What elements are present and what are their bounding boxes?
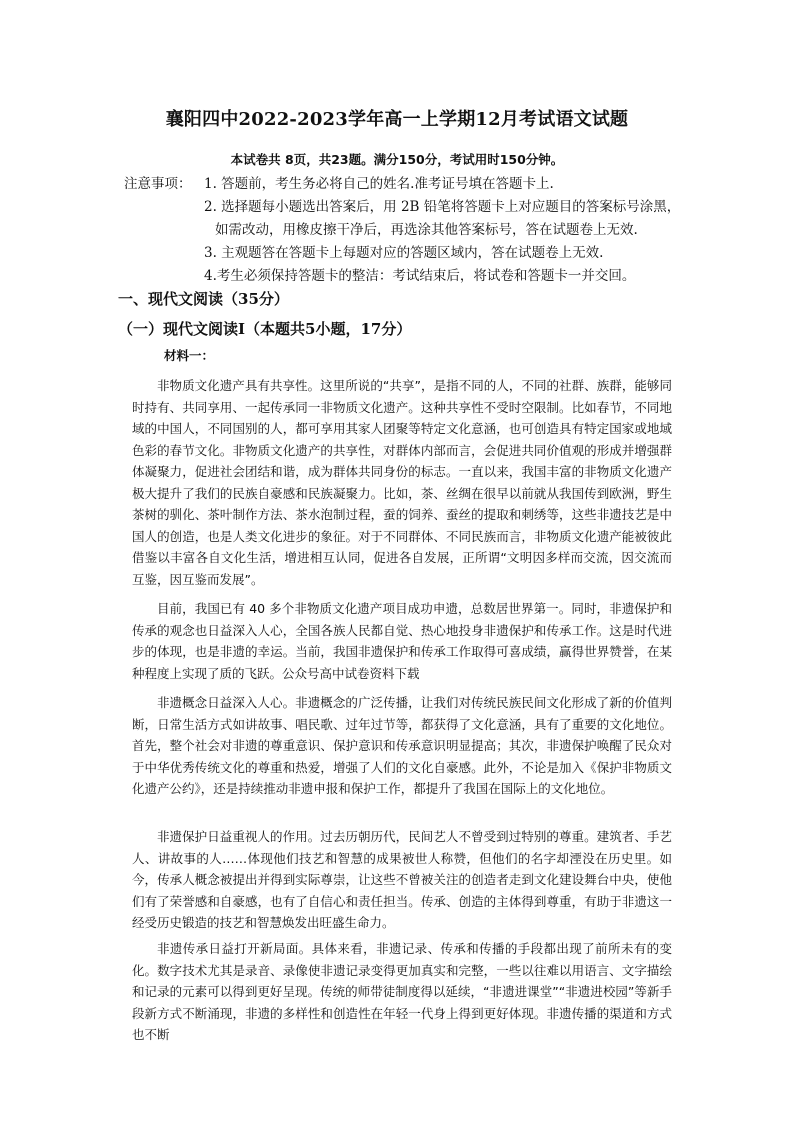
body-paragraph: 非物质文化遗产具有共享性。这里所说的“共享”，是指不同的人，不同的社群、族群，能够同时持有、共同享用、一起传承同一非物质文化遗产。这种共享性不受时空限制。比如春节，不同地域的中国人，不同国别的人，都可享用其家人团聚等特定文化意涵，也可创造具有特定国家或地域色彩的春节文化。非物质文化遗产的共享性，对群体内部而言，会促进共同价值观的形成并增强群体凝聚力，促进社会团结和谐，成为群体共同身份的标志。一直以来，我国丰富的非物质文化遗产极大提升了我们的民族自豪感和民族凝聚力。比如，茶、丝绸在很早以前就从我国传到欧洲，野生茶树的驯化、茶叶制作方法、茶水泡制过程，蚕的饲养、蚕丝的提取和刺绣等，这些非遗技艺是中国人的创造，也是人类文化进步的象征。对于不同群体、不同民族而言，非物质文化遗产能被彼此借鉴以丰富各自文化生活，增进相互认同，促进各自发展，正所谓“文明因多样而交流，因交流而互鉴，因互鉴而发展”。 [132,378,672,587]
material-label: 材料一： [164,348,215,363]
note-line: 4.考生必须保持答题卡的整洁：考试结束后，将试卷和答题卡一并交回。 [204,268,636,284]
body-paragraph: 非遗概念日益深入人心。非遗概念的广泛传播，让我们对传统民族民间文化形成了新的价值判断，日常生活方式如讲故事、唱民歌、过年过节等，都获得了文化意涵，具有了重要的文化地位。首先，整个社会对非遗的尊重意识、保护意识和传承意识明显提高；其次，非遗保护唤醒了民众对于中华优秀传统文化的尊重和热爱，增强了人们的文化自豪感。此外，不论是加入《保护非物质文化遗产公约》，还是持续推动非遗申报和保护工作，都提升了我国在国际上的文化地位。 [132,695,672,796]
body-paragraph: 非遗保护日益重视人的作用。过去历朝历代，民间艺人不曾受到过特别的尊重。建筑者、手艺人、讲故事的人……体现他们技艺和智慧的成果被世人称赞，但他们的名字却湮没在历史里。如今，传承人概念被提出并得到实际尊崇，让这些不曾被关注的创造者走到文化建设舞台中央，使他们有了荣誉感和自豪感，也有了自信心和责任担当。传承、创造的主体得到尊重，有助于非遗这一经受历史锻造的技艺和智慧焕发出旺盛生命力。 [132,829,672,930]
notes-label: 注意事项： [124,176,192,192]
note-line: 1. 答题前，考生务必将自己的姓名.准考证号填在答题卡上. [204,176,554,192]
note-line: 3. 主观题答在答题卡上每题对应的答题区域内，答在试题卷上无效. [204,245,604,261]
exam-subtitle: 本试卷共 8页，共23题。满分150分，考试用时150分钟。 [230,152,564,167]
body-paragraph: 非遗传承日益打开新局面。具体来看，非遗记录、传承和传播的手段都出现了前所未有的变化。数字技术尤其是录音、录像使非遗记录变得更加真实和完整，一些以往难以用语言、文字描绘和记录的元素可以得到更好呈现。传统的师带徒制度得以延续，“非遗进课堂”“非遗进校园”等新手段新方式不断涌现，非遗的多样性和创造性在年轻一代身上得到更好体现。非遗传播的渠道和方式也不断 [132,941,672,1042]
subsection-heading: （一）现代文阅读Ⅰ（本题共5小题，17分） [118,320,412,338]
section-heading: 一、现代文阅读（35分） [118,290,289,308]
body-paragraph: 目前，我国已有 40 多个非物质文化遗产项目成功申遗，总数居世界第一。同时，非遗保护和传承的观念也日益深入人心，全国各族人民都自觉、热心地投身非遗保护和传承工作。这是时代进步的体现，也是非遗的幸运。当前，我国非遗保护和传承工作取得可喜成绩，赢得世界赞誉，在某种程度上实现了质的飞跃。公众号高中试卷资料下载 [132,601,672,681]
note-line: 如需改动，用橡皮擦干净后，再选涂其他答案标号，答在试题卷上无效. [215,222,638,238]
exam-title: 襄阳四中2022-2023学年高一上学期12月考试语文试题 [165,109,629,130]
note-line: 2. 选择题每小题选出答案后，用 2B 铅笔将答题卡上对应题目的答案标号涂黑， [204,199,681,215]
